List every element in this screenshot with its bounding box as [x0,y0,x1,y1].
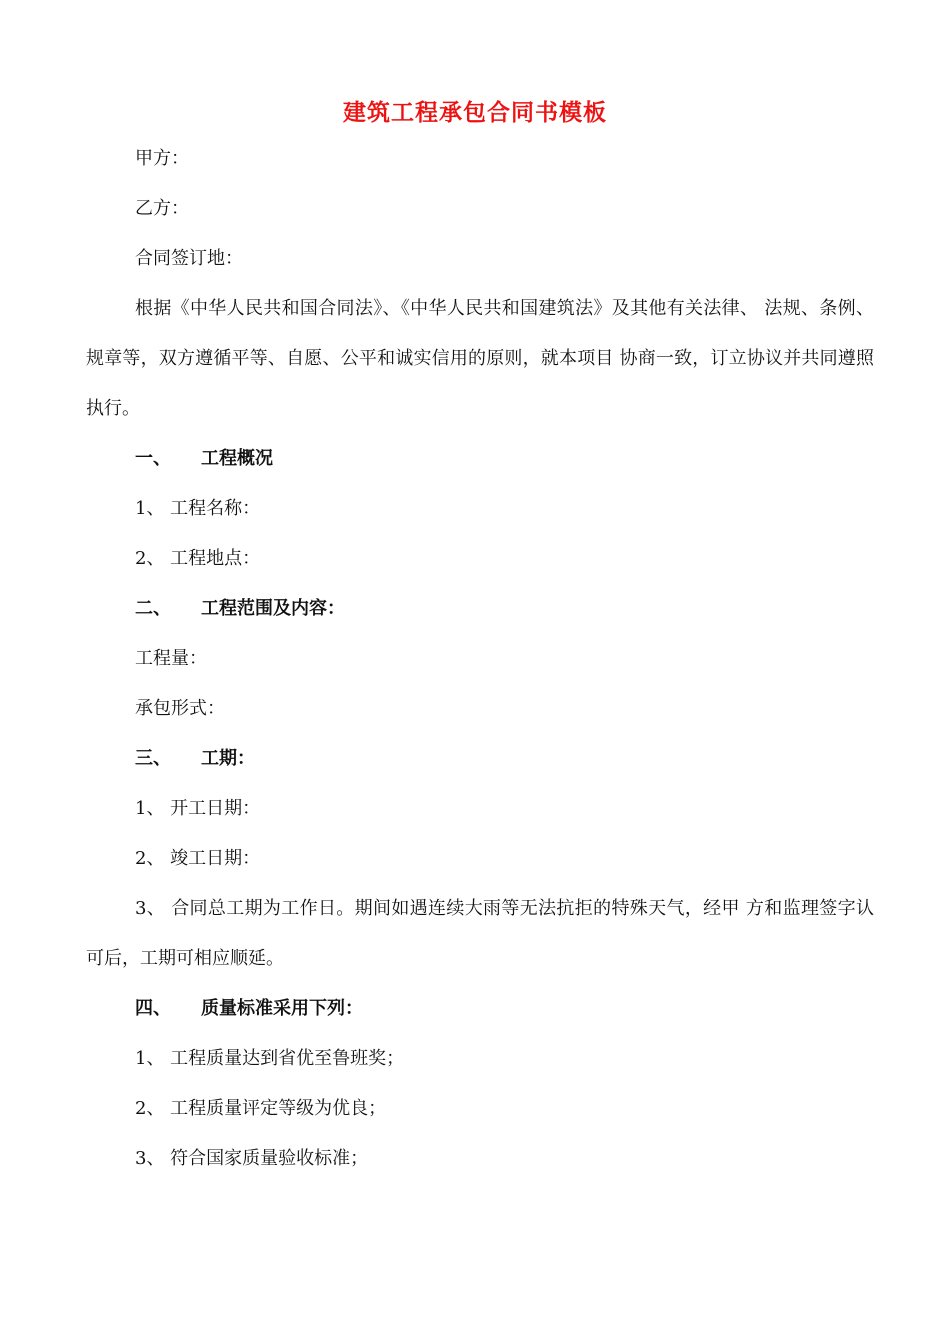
section-heading-1 [135,447,273,471]
duration-paragraph: 3、 合同总工期为工作日。期间如遇连续大雨等无法抗拒的特殊天气，经甲 方和监理签字认可后，工期可相应顺延。 [86,898,874,969]
party-a-label: 甲方： [135,148,189,169]
list-item-quality-standard: 3、 符合国家质量验收标准； [135,1148,369,1169]
section-title-3: 工期： [201,748,255,769]
list-item-completion-date: 2、 竣工日期： [135,848,261,869]
document-title: 建筑工程承包合同书模板 [343,100,607,126]
list-item-contract-form: 承包形式： [135,698,225,719]
section-heading-2 [135,597,345,621]
intro-paragraph: 根据《中华人民共和国合同法》、《中华人民共和国建筑法》及其他有关法律、 法规、条例、规章等，双方遵循平等、自愿、公平和诚实信用的原则，就本项目 协商一致，订立协议并共同遵照执行。 [86,298,874,419]
list-item-quality-award: 1、 工程质量达到省优至鲁班奖； [135,1048,405,1069]
list-item-quality-grade: 2、 工程质量评定等级为优良； [135,1098,387,1119]
section-number-4: 四、 [135,998,171,1019]
list-item-project-location: 2、 工程地点： [135,548,261,569]
list-item-start-date: 1、 开工日期： [135,798,261,819]
list-item-project-name: 1、 工程名称： [135,498,261,519]
section-title-4: 质量标准采用下列： [201,998,363,1019]
section-heading-4 [135,997,363,1021]
party-b-label: 乙方： [135,198,189,219]
section-number-3: 三、 [135,748,171,769]
section-number-2: 二、 [135,598,171,619]
section-title-2: 工程范围及内容： [201,598,345,619]
list-item-quantity: 工程量： [135,648,207,669]
section-heading-3 [135,747,255,771]
section-number-1: 一、 [135,448,171,469]
signing-place-label: 合同签订地： [135,248,243,269]
section-title-1: 工程概况 [201,448,273,469]
